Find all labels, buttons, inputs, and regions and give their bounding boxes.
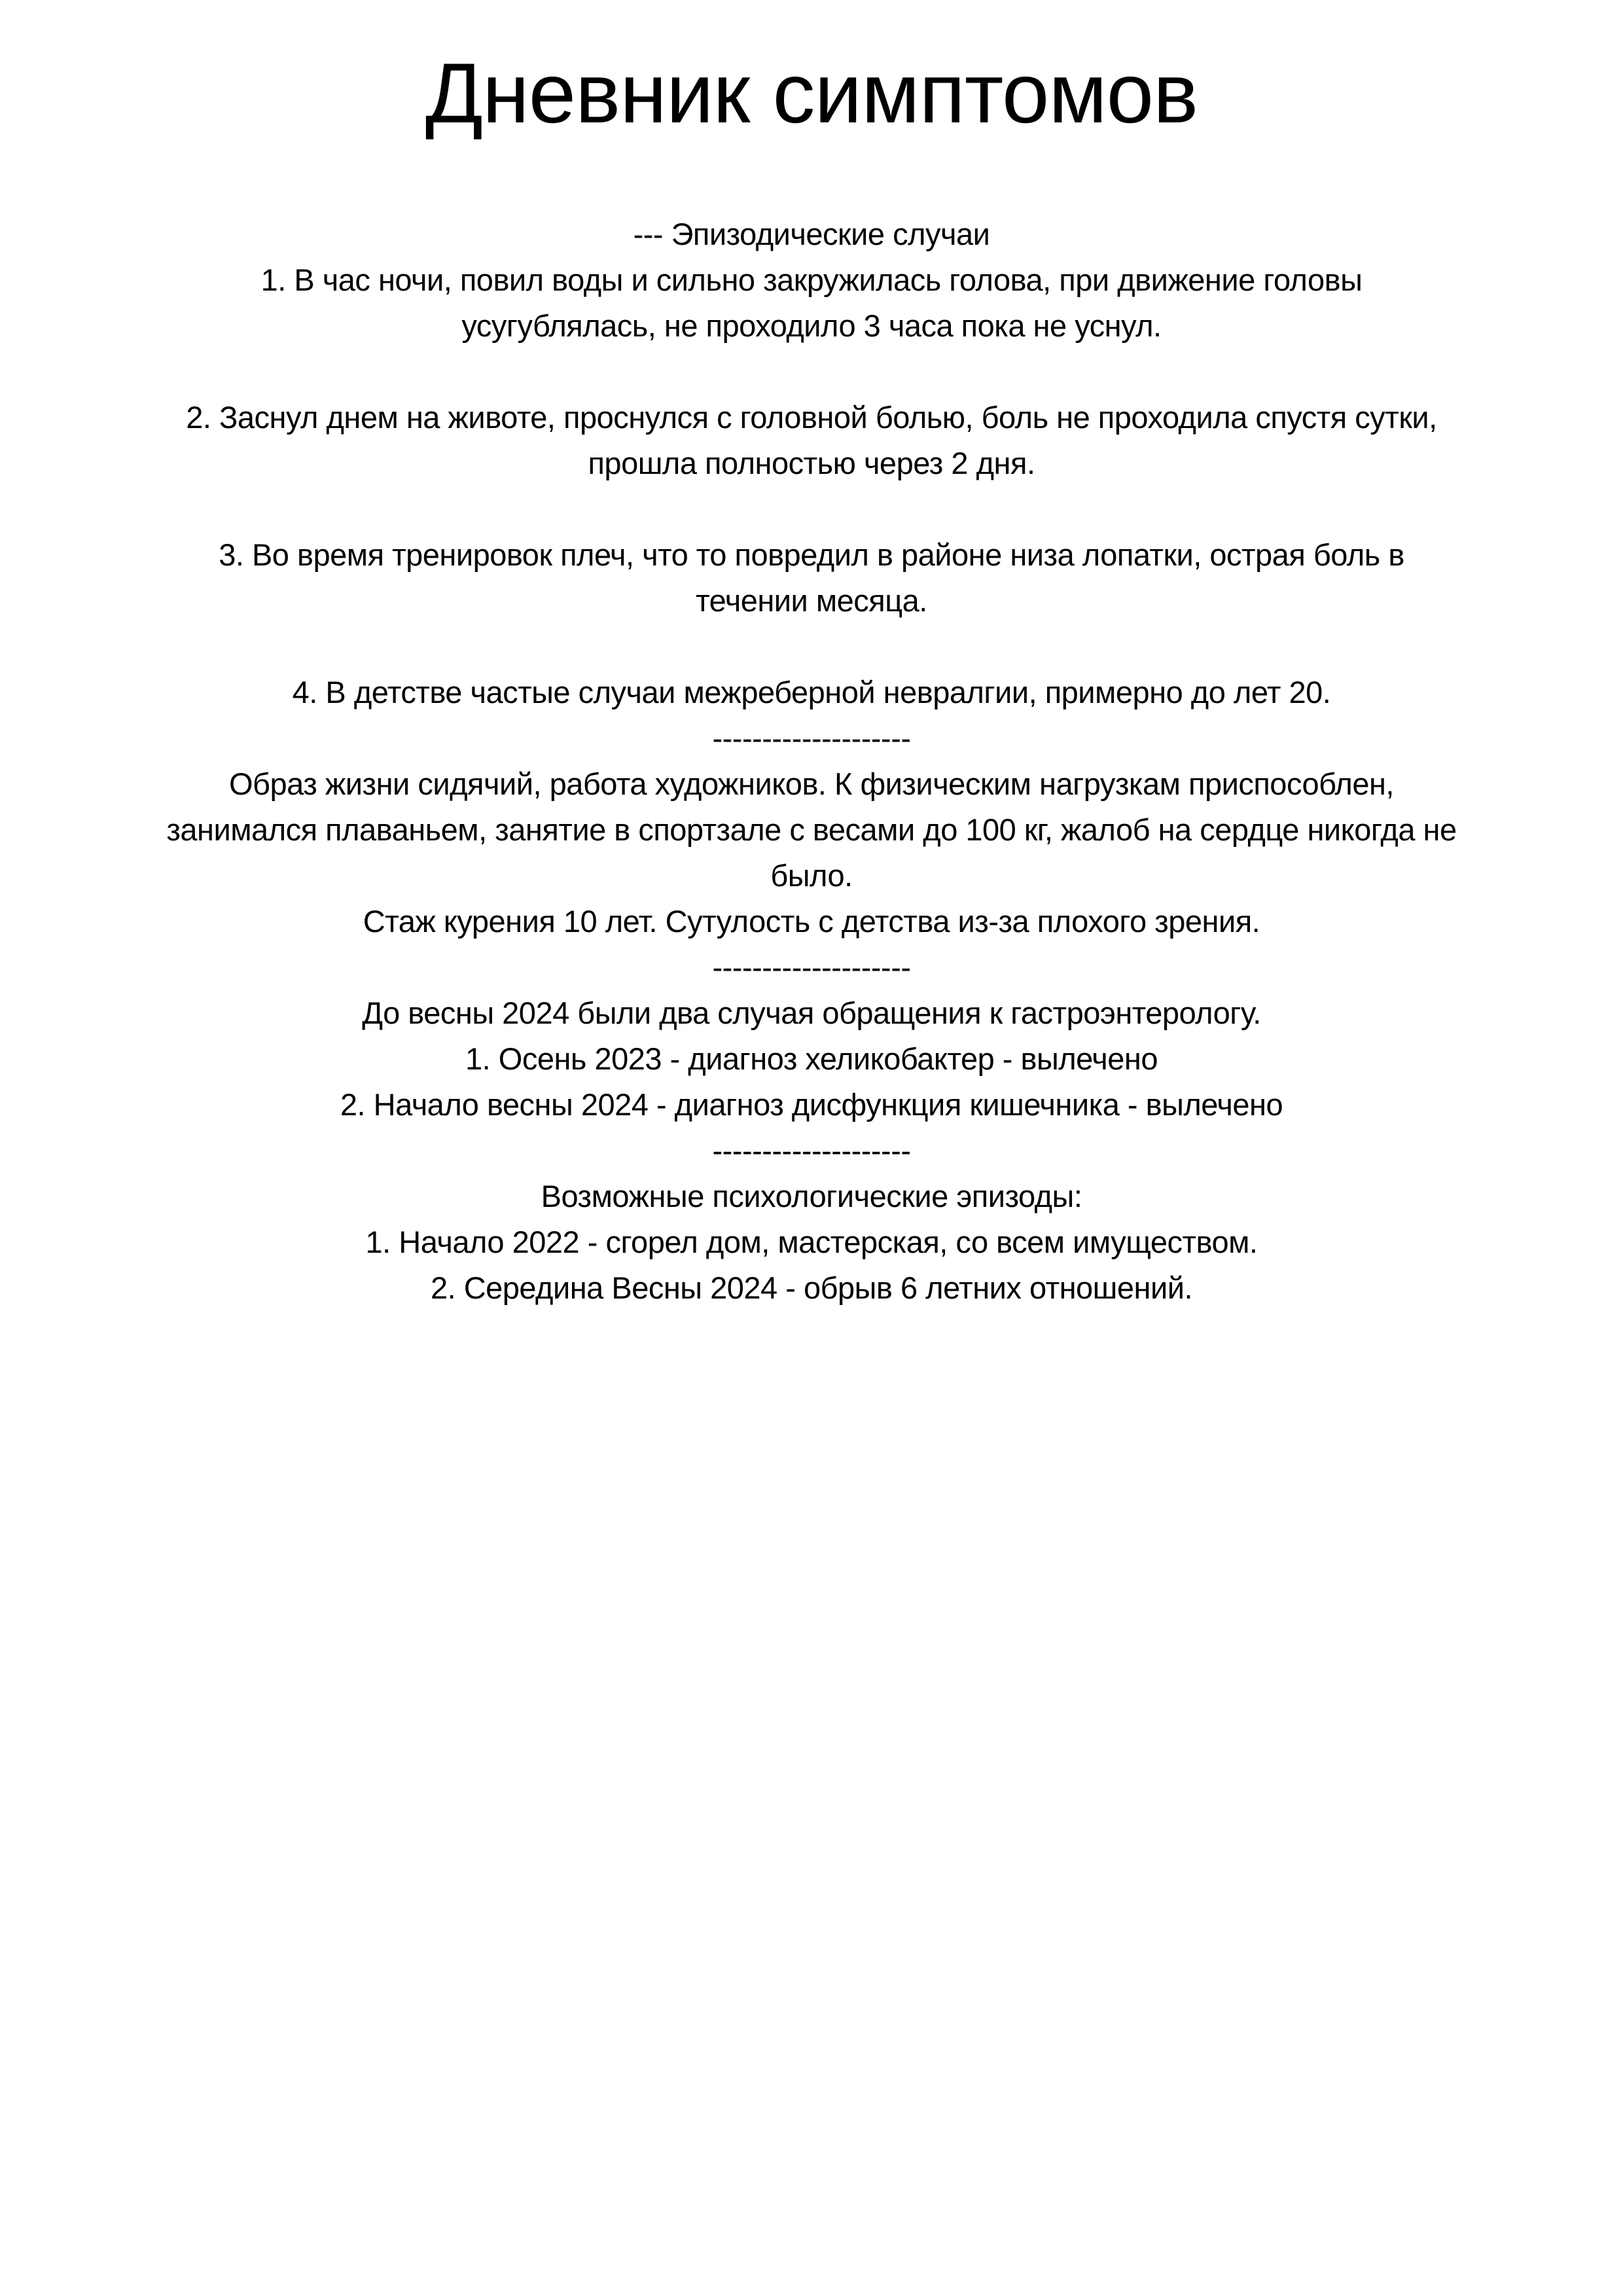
page-title: Дневник симптомов: [425, 45, 1198, 141]
text-line: Образ жизни сидячий, работа художников. К физическим нагрузкам приспособлен,: [229, 766, 1394, 801]
text-line: [26, 624, 1597, 670]
text-line: 3. Во время тренировок плеч, что то повредил в районе низа лопатки, острая боль в: [219, 537, 1404, 572]
text-line: 2. Середина Весны 2024 - обрыв 6 летних отношений.: [430, 1270, 1193, 1305]
text-line: --------------------: [712, 721, 911, 755]
text-line: 1. Осень 2023 - диагноз хеликобактер - вылечено: [465, 1041, 1158, 1076]
text-line: Стаж курения 10 лет. Сутулость с детства из-за плохого зрения.: [363, 904, 1260, 939]
document-body: [26, 211, 1597, 1311]
text-line: было.: [770, 858, 853, 893]
text-line: прошла полностью через 2 дня.: [588, 446, 1035, 480]
text-line: До весны 2024 были два случая обращения к гастроэнтерологу.: [362, 996, 1261, 1030]
text-line: 2. Заснул днем на животе, проснулся с головной болью, боль не проходила спустя сутки,: [186, 400, 1437, 435]
text-line: [26, 349, 1597, 395]
text-line: течении месяца.: [696, 583, 927, 618]
text-line: Возможные психологические эпизоды:: [541, 1179, 1082, 1213]
text-line: --------------------: [712, 1133, 911, 1168]
text-line: усугублялась, не проходило 3 часа пока не уснул.: [461, 308, 1162, 343]
text-line: 1. В час ночи, повил воды и сильно закружилась голова, при движение головы: [260, 262, 1363, 297]
text-line: 4. В детстве частые случаи межреберной невралгии, примерно до лет 20.: [292, 675, 1331, 709]
text-line: --------------------: [712, 950, 911, 984]
text-line: [26, 486, 1597, 532]
text-line: --- Эпизодические случаи: [633, 217, 990, 251]
text-line: занимался плаваньем, занятие в спортзале с весами до 100 кг, жалоб на сердце никогда не: [166, 812, 1457, 847]
text-line: 1. Начало 2022 - сгорел дом, мастерская, со всем имуществом.: [365, 1225, 1258, 1259]
text-line: 2. Начало весны 2024 - диагноз дисфункция кишечника - вылечено: [340, 1087, 1283, 1122]
